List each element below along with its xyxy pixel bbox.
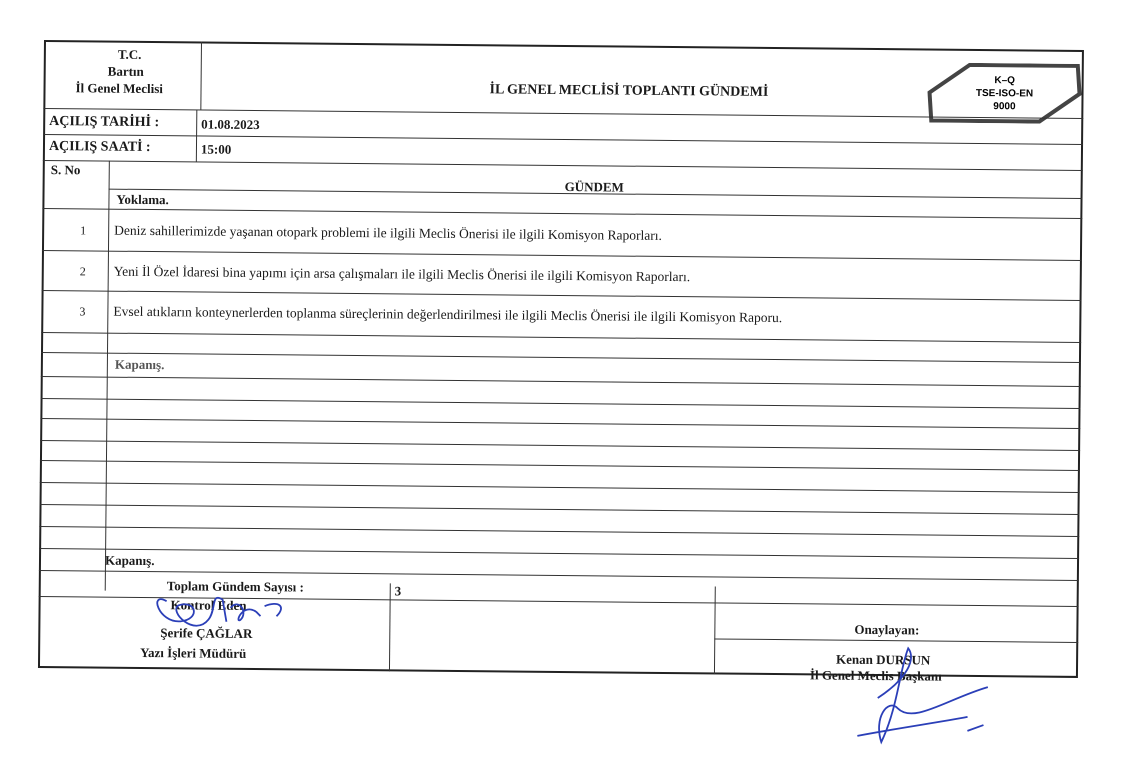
item-no-1: 1: [80, 223, 87, 238]
approver-title: İl Genel Meclis Başkanı: [809, 667, 942, 684]
cert-line-2: TSE-ISO-EN: [975, 87, 1034, 100]
approved-by-label: Onaylayan:: [854, 621, 920, 638]
page-title: İL GENEL MECLİSİ TOPLANTI GÜNDEMİ: [489, 82, 769, 100]
opening-date-label: AÇILIŞ TARİHİ :: [49, 114, 160, 131]
header-tc: T.C.: [117, 46, 142, 62]
agenda-document: [38, 40, 1088, 684]
item-no-2: 2: [79, 264, 86, 279]
cert-line-3: 9000: [993, 101, 1016, 113]
certification-badge: [927, 62, 1082, 123]
approver-name: Kenan DURSUN: [836, 651, 931, 668]
agenda-column-header: GÜNDEM: [564, 179, 624, 195]
controller-title: Yazı İşleri Müdürü: [140, 644, 247, 661]
item-text-3: Evsel atıkların konteynerlerden toplanma süreçlerinin değerlendirilmesi ile ilgili Meclis Önerisi ile ilgili Komisyon Raporu.: [113, 303, 783, 326]
opening-date-value: 01.08.2023: [201, 116, 260, 133]
total-items-value: 3: [394, 583, 402, 599]
cert-line-1: K–Q: [994, 75, 1015, 87]
opening-time-value: 15:00: [200, 141, 232, 157]
item-text-1: Deniz sahillerimizde yaşanan otopark problemi ile ilgili Meclis Önerisi ile ilgili Komisyon Raporları.: [114, 222, 662, 243]
controlled-by-label: Kontrol Eden: [170, 597, 247, 613]
header-council: İl Genel Meclisi: [75, 80, 163, 97]
closing-1: Kapanış.: [114, 356, 165, 373]
opening-time-label: AÇILIŞ SAATİ :: [48, 139, 151, 156]
closing-2: Kapanış.: [104, 552, 155, 569]
no-column-header: S. No: [50, 162, 81, 178]
total-items-label: Toplam Gündem Sayısı :: [166, 578, 304, 595]
roll-call: Yoklama.: [116, 191, 169, 208]
item-no-3: 3: [79, 304, 86, 319]
approver-signature: [817, 637, 1028, 769]
controller-name: Şerife ÇAĞLAR: [160, 625, 253, 642]
item-text-2: Yeni İl Özel İdaresi bina yapımı için arsa çalışmaları ile ilgili Meclis Önerisi ile ilgili Komisyon Raporları.: [113, 263, 691, 285]
controller-signature: [138, 561, 309, 653]
header-city: Bartın: [107, 63, 144, 79]
